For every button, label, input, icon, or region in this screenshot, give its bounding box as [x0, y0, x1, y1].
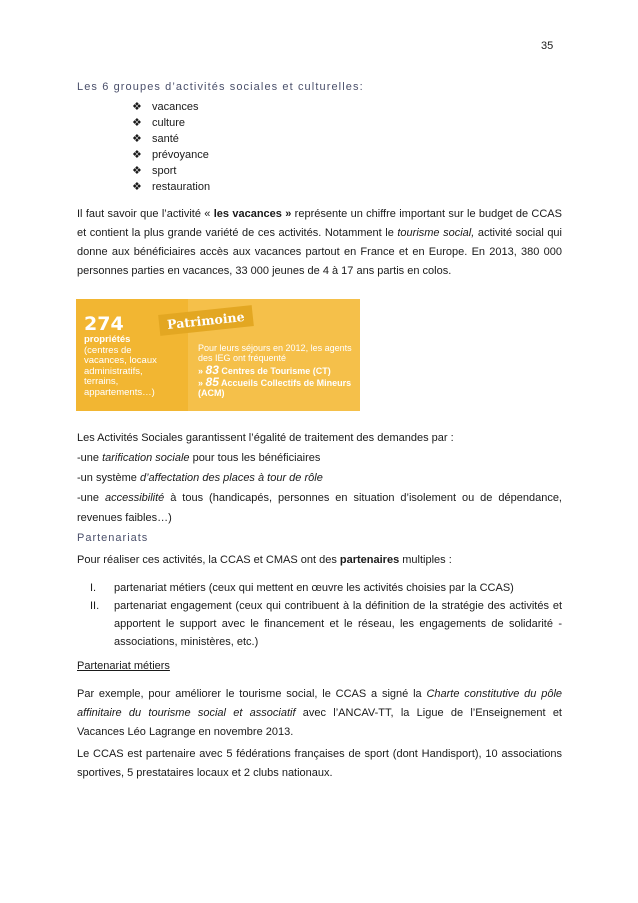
diamond-bullet-icon: ❖ [132, 133, 142, 145]
list-item: ❖ restauration [132, 181, 211, 193]
list-item: ❖ culture [132, 117, 186, 129]
diamond-bullet-icon: ❖ [132, 149, 142, 161]
charte-paragraph: Par exemple, pour améliorer le tourisme social, le CCAS a signé la Charte constitutive du pôle affinitaire du tourisme social et associatif avec l’ANCAV-TT, la Ligue de l’Enseignement et Vacances Léo Lagrange en novembre 2013. [77, 688, 562, 738]
list-item: ❖ santé [132, 133, 179, 145]
diamond-bullet-icon: ❖ [132, 101, 142, 113]
diamond-bullet-icon: ❖ [132, 165, 142, 177]
list-item: ❖ vacances [132, 101, 199, 113]
sejour-text: Pour leurs séjours en 2012, les agents des IEG ont fréquenté [198, 343, 352, 363]
property-description: propriétés (centres de vacances, locaux administratifs, terrains, appartements…) [84, 334, 157, 398]
partners-intro: Pour réaliser ces activités, la CCAS et CMAS ont des partenaires multiples : [77, 554, 452, 566]
frequented-list [198, 365, 358, 399]
section-heading-partenariats: Partenariats [77, 532, 149, 544]
groups-title: Les 6 groupes d’activités sociales et culturelles: [77, 81, 364, 93]
list-item: ❖ prévoyance [132, 149, 209, 161]
list-item: II. partenariat engagement (ceux qui contribuent à la définition de la stratégie des activités et apportent le support avec le financement et le réseau, les engagements de solidarité - associations, ministères, etc.) [90, 600, 562, 648]
property-count: 274 [84, 313, 124, 335]
list-item: » 83 Centres de Tourisme (CT) [198, 363, 331, 377]
patrimoine-badge: Patrimoine [158, 305, 253, 336]
page-number: 35 [541, 40, 554, 52]
patrimoine-infographic [76, 299, 360, 411]
partner-types-list [90, 579, 562, 651]
section-heading-metiers: Partenariat métiers [77, 660, 170, 672]
activites-paragraph: Les Activités Sociales garantissent l’égalité de traitement des demandes par : -une tarification sociale pour tous les bénéficiaires -un système d’affectation des places à tour de rôle -une accessibilité à tous (handicapés, personnes en situation d’isolement ou de dépendance, revenues faibles…) [77, 432, 562, 524]
vacances-paragraph: Il faut savoir que l’activité « les vacances » représente un chiffre important sur le budget de CCAS et contient la plus grande variété de ces activités. Notamment le tourisme social, activité social qui donne aux bénéficiaires accès aux vacances partout en France et en Europe. En 2013, 380 000 personnes parties en vacances, 33 000 jeunes de 4 à 17 ans partis en colos. [77, 208, 562, 277]
activity-bullet-list [132, 99, 210, 195]
sport-partners-paragraph: Le CCAS est partenaire avec 5 fédérations françaises de sport (dont Handisport), 10 associations sportives, 5 prestataires locaux et 2 clubs nationaux. [77, 748, 562, 779]
list-item: I. partenariat métiers (ceux qui mettent en œuvre les activités choisies par la CCAS) [90, 582, 514, 594]
diamond-bullet-icon: ❖ [132, 117, 142, 129]
diamond-bullet-icon: ❖ [132, 181, 142, 193]
list-item: » 85 Accueils Collectifs de Mineurs (ACM) [198, 374, 352, 398]
list-item: ❖ sport [132, 165, 177, 177]
